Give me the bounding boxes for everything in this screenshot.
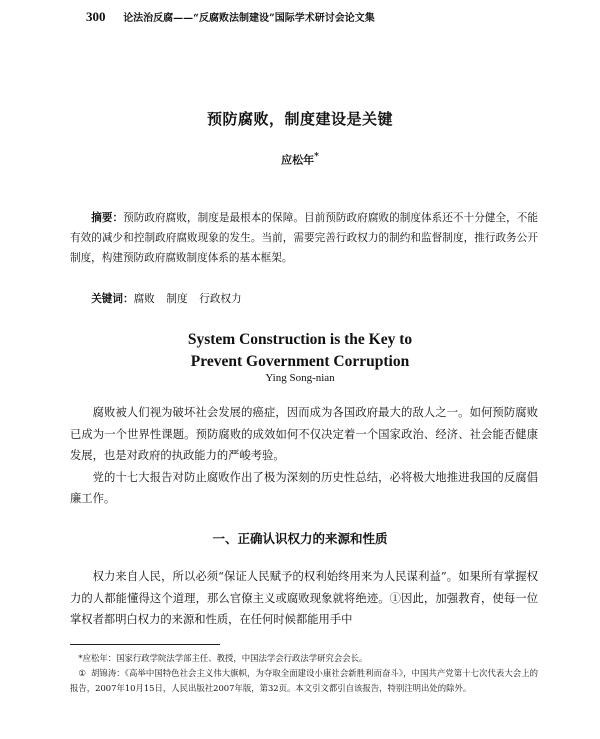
section-heading: 一、正确认识权力的来源和性质	[212, 531, 388, 546]
keywords-cn	[70, 289, 538, 309]
intro-body	[70, 402, 538, 510]
abstract-label: 摘要：	[91, 212, 124, 224]
body-paragraph: 党的十七大报告对防止腐败作出了极为深刻的历史性总结，必将极大地推进我国的反腐倡廉工作。	[70, 470, 538, 505]
page-header	[86, 8, 566, 26]
title-en-line2: Prevent Government Corruption	[190, 353, 410, 370]
article-title-en	[0, 329, 600, 373]
body-paragraph: 腐败被人们视为破坏社会发展的癌症，因而成为各国政府最大的敌人之一。如何预防腐败已成为一个世界性课题。预防腐败的成效如何不仅决定着一个国家政治、经济、社会能否健康发展，也是对政府的执政能力的严峻考验。	[70, 406, 538, 462]
footnote-text: 胡锦涛：《高举中国特色社会主义伟大旗帜，为夺取全面建设小康社会新胜利而奋斗》，中国共产党第十七次代表大会上的报告，2007年10月15日，人民出版社2007年版，第32页。本文引文都引自该报告，特别注明出处的除外。	[70, 668, 538, 693]
footnote-author-mark: *	[78, 653, 83, 663]
keywords-label: 关键词：	[91, 293, 134, 305]
footnotes	[70, 651, 538, 696]
author-footnote-mark: *	[314, 151, 319, 162]
footnote-marker: ①	[78, 668, 86, 678]
footnote-1	[70, 666, 538, 696]
author-en: Ying Song-nian	[265, 372, 335, 384]
abstract-cn	[70, 208, 538, 268]
section-one-body	[70, 566, 538, 631]
page-number: 300	[86, 9, 106, 24]
title-en-line1: System Construction is the Key to	[187, 331, 413, 348]
footnote-author	[70, 651, 538, 666]
footnote-author-text: 应松年：国家行政学院法学部主任、教授，中国法学会行政法学研究会会长。	[82, 653, 368, 663]
footnote-divider	[70, 644, 220, 645]
keyword-item: 行政权力	[199, 293, 242, 305]
body-paragraph: 权力来自人民，所以必须“保证人民赋予的权利始终用来为人民谋利益”。如果所有掌握权力的人都能懂得这个道理，那么官僚主义或腐败现象就将绝迹。①因此，加强教育，使每一位掌权者都明白权力的来源和性质，在任何时候都能用手中	[70, 570, 538, 626]
running-title: 论法治反腐——“反腐败法制建设”国际学术研讨会论文集	[123, 13, 375, 24]
keyword-item: 制度	[166, 293, 188, 305]
keyword-item: 腐败	[133, 293, 155, 305]
author-cn	[0, 151, 600, 168]
abstract-text: 预防政府腐败，制度是最根本的保障。目前预防政府腐败的制度体系还不十分健全，不能有效的减少和控制政府腐败现象的发生。当前，需要完善行政权力的制约和监督制度，推行政务公开制度，构建预防政府腐败制度体系的基本框架。	[70, 212, 538, 264]
article-title-cn: 预防腐败，制度建设是关键	[206, 110, 393, 128]
author-name-cn: 应松年	[281, 153, 315, 167]
